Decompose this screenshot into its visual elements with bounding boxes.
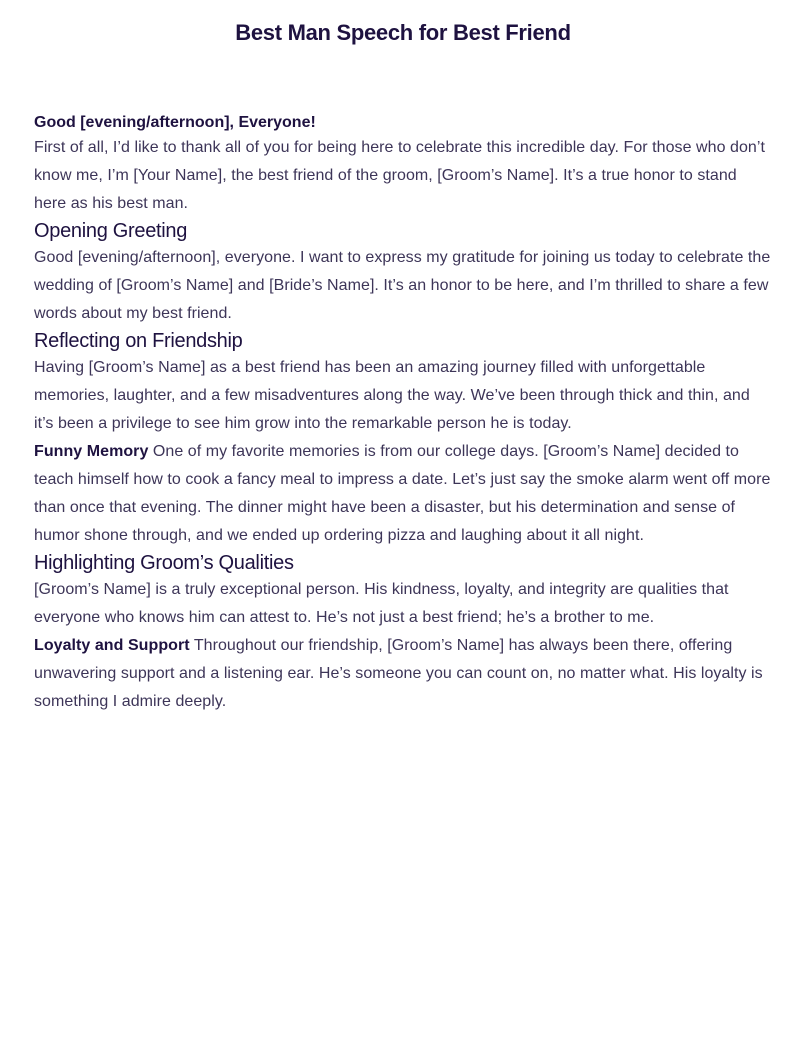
section-highlighting-grooms-qualities bbox=[34, 550, 772, 716]
section-heading: Opening Greeting bbox=[34, 220, 188, 242]
section-opening-greeting bbox=[34, 218, 772, 328]
paragraph-lead: Funny Memory bbox=[34, 443, 149, 460]
loyalty-support-paragraph bbox=[34, 632, 772, 716]
intro-paragraph: First of all, I’d like to thank all of you for being here to celebrate this incredible day. For those who don’t know me, I’m [Your Name], the best friend of the groom, [Groom’s Name]. It’s a true honor to stand here as his best man. bbox=[34, 139, 765, 212]
funny-memory-paragraph bbox=[34, 438, 772, 550]
section-paragraph: Having [Groom’s Name] as a best friend has been an amazing journey filled with unforgettable memories, laughter, and a few misadventures along the way. We’ve been through thick and thin, and it’s been a privilege to see him grow into the remarkable person he is today. bbox=[34, 359, 750, 432]
paragraph-lead: Loyalty and Support bbox=[34, 637, 190, 654]
greeting-line: Good [evening/afternoon], Everyone! bbox=[34, 114, 316, 131]
section-paragraph: Good [evening/afternoon], everyone. I want to express my gratitude for joining us today to celebrate the wedding of [Groom’s Name] and [Bride’s Name]. It’s an honor to be here, and I’m thrilled to share a few words about my best friend. bbox=[34, 249, 771, 322]
page-title: Best Man Speech for Best Friend bbox=[235, 20, 571, 45]
section-paragraph: [Groom’s Name] is a truly exceptional person. His kindness, loyalty, and integrity are qualities that everyone who knows him can attest to. He’s not just a best friend; he’s a brother to me. bbox=[34, 581, 729, 626]
section-heading: Reflecting on Friendship bbox=[34, 330, 243, 352]
paragraph-body: One of my favorite memories is from our college days. [Groom’s Name] decided to teach himself how to cook a fancy meal to impress a date. Let’s just say the smoke alarm went off more than once that evening. The dinner might have been a disaster, but his determination and sense of humor shone through, and we ended up ordering pizza and laughing about it all night. bbox=[34, 443, 771, 544]
section-heading: Highlighting Groom’s Qualities bbox=[34, 552, 294, 574]
section-reflecting-on-friendship bbox=[34, 328, 772, 550]
paragraph-body: Throughout our friendship, [Groom’s Name] has always been there, offering unwavering support and a listening ear. He’s someone you can count on, no matter what. His loyalty is something I admire deeply. bbox=[34, 637, 763, 710]
